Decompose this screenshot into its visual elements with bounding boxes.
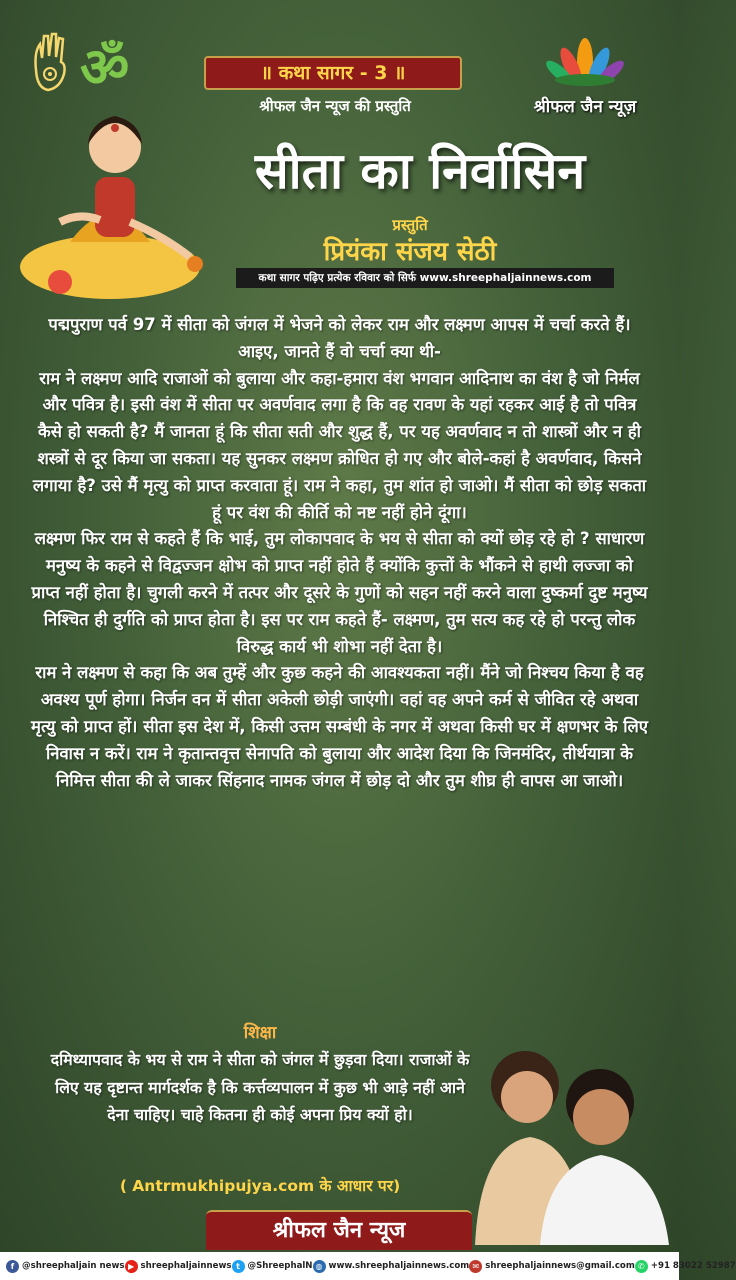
youtube-icon: ▶ bbox=[125, 1260, 138, 1273]
social-email[interactable] bbox=[469, 1260, 635, 1273]
lesson-title: शिक्षा bbox=[243, 1023, 277, 1043]
social-label: shreephaljainnews bbox=[140, 1261, 232, 1271]
source-note: ( Antrmukhipujya.com के आधार पर) bbox=[119, 1177, 401, 1195]
svg-text:ॐ: ॐ bbox=[80, 36, 130, 99]
page-title: सीता का निर्वासिन bbox=[254, 142, 586, 200]
lesson-text: दमिथ्यापवाद के भय से राम ने सीता को जंगल में छुड़वा दिया। राजाओं के लिए यह दृष्टान्त मार्गदर्शक है कि कर्त्तव्यपालन में कुछ भी आड़े नहीं आने देना चाहिए। चाहे कितना ही कोई अपना प्रिय क्यों हो। bbox=[50, 1050, 470, 1124]
twitter-icon: t bbox=[232, 1260, 245, 1273]
social-website[interactable] bbox=[313, 1260, 470, 1273]
social-facebook[interactable] bbox=[6, 1260, 125, 1273]
story-paragraph: लक्ष्मण फिर राम से कहते हैं कि भाई, तुम लोकापवाद के भय से सीता को क्यों छोड़ रहे हो ? साधारण मनुष्य के कहने से विद्वज्जन क्षोभ को प्राप्त नहीं होते हैं क्योंकि कुत्तों के भौंकने से हाथी लज्जा को प्राप्त नहीं होता है। चुगली करने में तत्पर और दूसरे के गुणों को सहन नहीं करने वाला दुष्कर्मा दुष्ट मनुष्य निश्चित ही दुर्गति को प्राप्त होता है। इस पर राम कहते हैं- लक्ष्मण, तुम सत्य कह रहे हो परन्तु लोक विरुद्ध कार्य भी शोभा नहीं देता है। bbox=[31, 529, 648, 656]
author-name: प्रियंका संजय सेठी bbox=[323, 237, 497, 267]
logo-brand-text: श्रीफल जैन न्यूज़ bbox=[533, 97, 637, 117]
shreephal-logo bbox=[515, 32, 655, 122]
whatsapp-icon: ✆ bbox=[635, 1260, 648, 1273]
social-youtube[interactable] bbox=[125, 1260, 232, 1273]
footer-brand: श्रीफल जैन न्यूज bbox=[206, 1210, 472, 1250]
presents-line: श्रीफल जैन न्यूज की प्रस्तुति bbox=[259, 97, 411, 115]
social-twitter[interactable] bbox=[232, 1260, 313, 1273]
story-paragraph: राम ने लक्ष्मण आदि राजाओं को बुलाया और कहा-हमारा वंश भगवान आदिनाथ का वंश है जो निर्मल और पवित्र है। इसी वंश में सीता पर अवर्णवाद लगा है कि वह रावण के यहां रहकर आई है तो पवित्र कैसे हो सकती है? मैं जानता हूं कि सीता सती और शुद्ध हैं, पर यह अवर्णवाद न तो शास्त्रों और न ही शस्त्रों से दूर किया जा सकता। यह सुनकर लक्ष्मण क्रोधित हो गए और बोले-कहां है अवर्णवाद, किसने लगाया है? उसे मैं मृत्यु को प्राप्त करवाता हूं। राम ने कहा, तुम शांत हो जाओ। मैं सीता को छोड़ सकता हूं पर वंश की कीर्ति को नष्ट नहीं होने दूंगा। bbox=[32, 368, 647, 522]
lotus-icon bbox=[535, 32, 635, 88]
social-label: @ShreephalN bbox=[247, 1261, 313, 1271]
mail-icon: ✉ bbox=[469, 1260, 482, 1273]
story-paragraph: राम ने लक्ष्मण से कहा कि अब तुम्हें और कुछ कहने की आवश्यकता नहीं। मैंने जो निश्चय किया है वह अवश्य पूर्ण होगा। निर्जन वन में सीता अकेली छोड़ी जाएंगी। वहां वह अपने कर्म से जीवित रहे अथवा मृत्यु को प्राप्त हों। सीता इस देश में, किसी उत्तम सम्बंधी के नगर में अथवा किसी घर में क्षणभर के लिए निवास न करें। राम ने कृतान्तवृत्त सेनापति को बुलाया और आदेश दिया कि जिनमंदिर, तीर्थयात्रा के निमित्त सीता की ले जाकर सिंहनाद नामक जंगल में छोड़ दो और तुम शीघ्र ही वापस आ जाओ। bbox=[31, 663, 648, 790]
social-footer bbox=[0, 1252, 736, 1280]
social-label: +91 83022 52987 bbox=[650, 1261, 736, 1271]
story-paragraph: पद्मपुराण पर्व 97 में सीता को जंगल में भेजने को लेकर राम और लक्ष्मण आपस में चर्चा करते हैं। आइए, जानते हैं वो चर्चा क्या थी- bbox=[48, 315, 631, 361]
story-text bbox=[30, 312, 649, 794]
globe-icon: ◍ bbox=[313, 1260, 326, 1273]
author-photo bbox=[455, 1025, 679, 1245]
social-label: @shreephaljain news bbox=[22, 1261, 125, 1271]
prastuti-label: प्रस्तुति bbox=[392, 216, 428, 234]
sita-illustration bbox=[0, 92, 230, 302]
social-label: www.shreephaljainnews.com bbox=[328, 1261, 470, 1271]
jain-symbol-icon bbox=[28, 30, 130, 99]
social-label: shreephaljainnews@gmail.com bbox=[485, 1261, 635, 1271]
social-whatsapp[interactable] bbox=[635, 1260, 736, 1273]
sunday-note: कथा सागर पढ़िए प्रत्येक रविवार को सिर्फ www.shreephaljainnews.com bbox=[236, 268, 614, 288]
instagram-facebook-icon: f bbox=[6, 1260, 19, 1273]
series-banner: ॥ कथा सागर - 3 ॥ bbox=[204, 56, 462, 90]
